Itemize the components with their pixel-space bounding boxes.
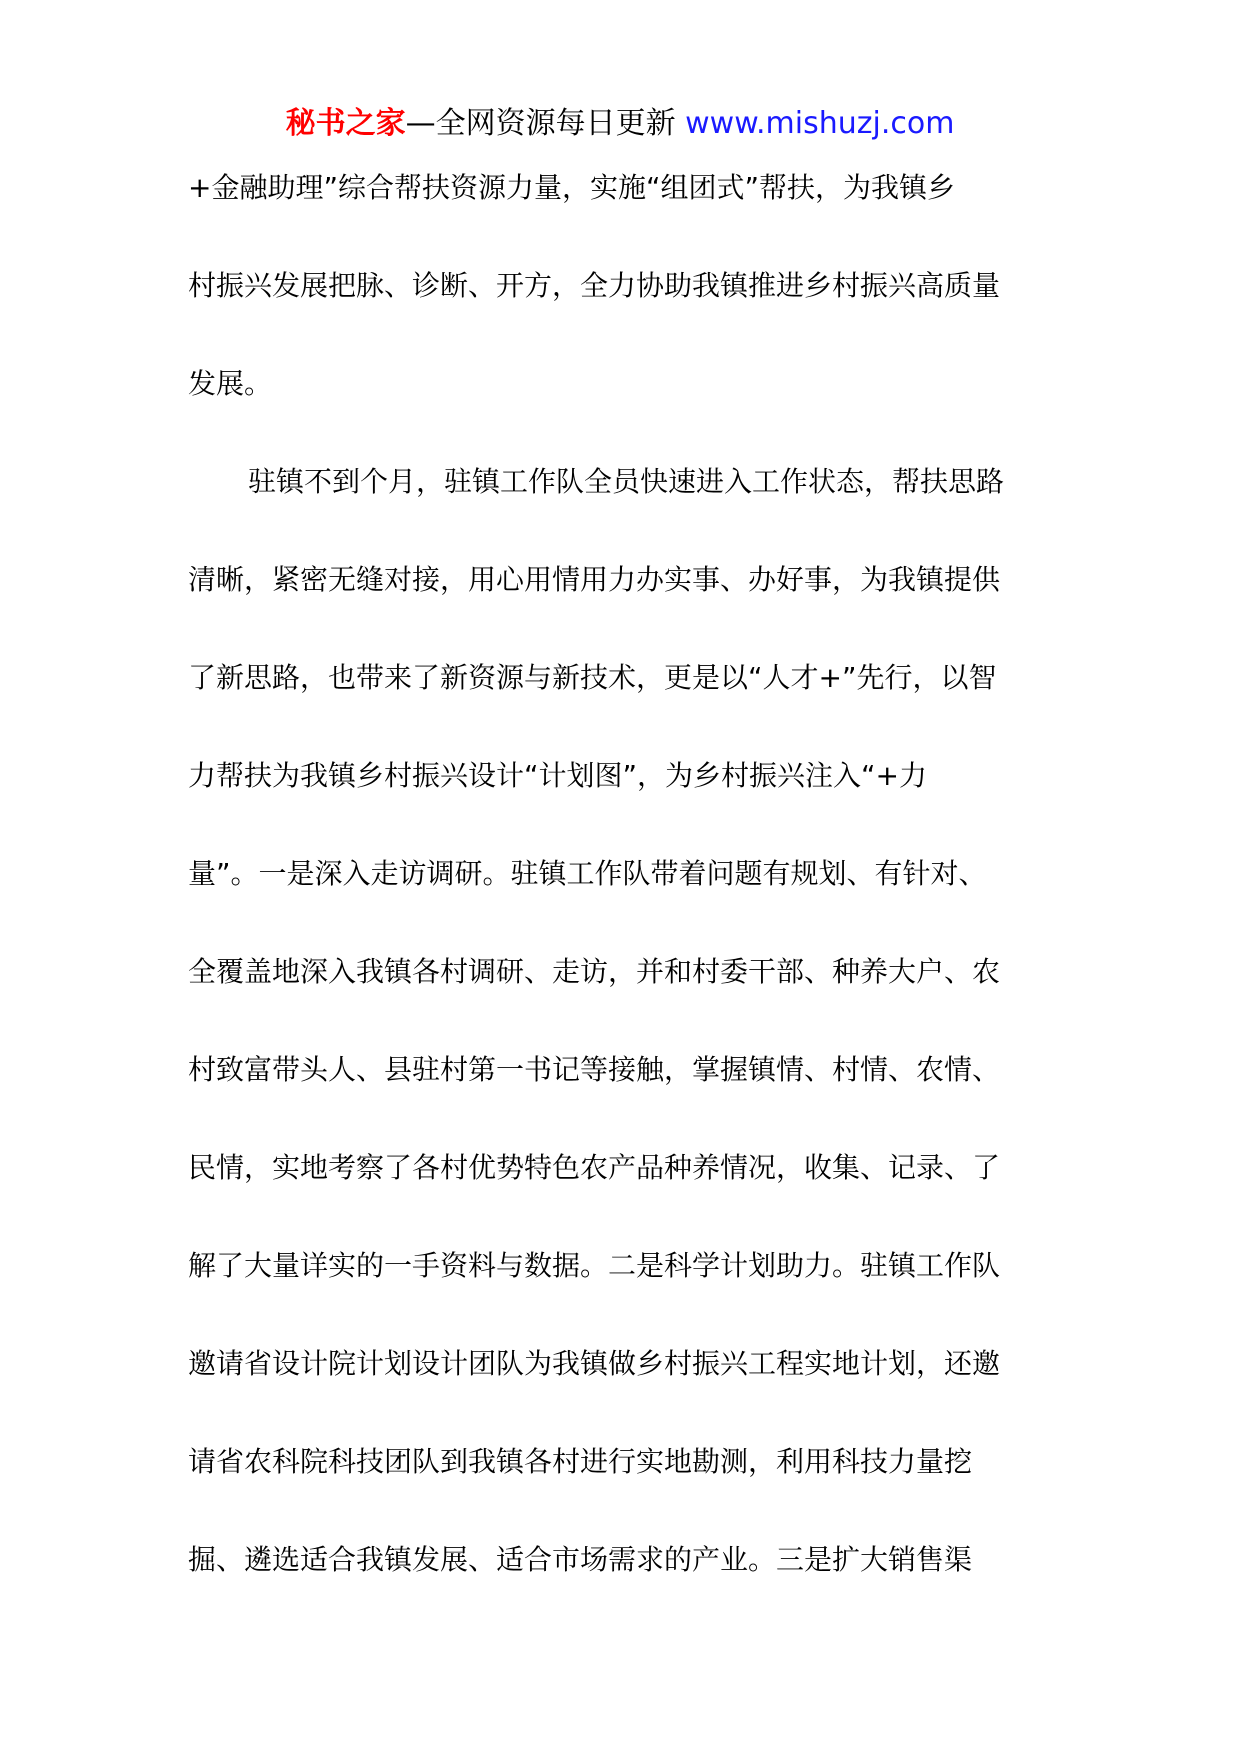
text-line: 力帮扶为我镇乡村振兴设计“计划图”，为乡村振兴注入“+力 — [188, 759, 927, 792]
text-line: 邀请省设计院计划设计团队为我镇做乡村振兴工程实地计划，还邀 — [188, 1347, 1001, 1380]
text-line: 掘、遴选适合我镇发展、适合市场需求的产业。三是扩大销售渠 — [188, 1543, 973, 1576]
text-line: 村振兴发展把脉、诊断、开方，全力协助我镇推进乡村振兴高质量 — [188, 269, 1001, 302]
text-line: 民情，实地考察了各村优势特色农产品种养情况，收集、记录、了 — [188, 1151, 1001, 1184]
paragraph-first-line: 驻镇不到个月，驻镇工作队全员快速进入工作状态，帮扶思路 — [248, 465, 1005, 498]
text-line: 全覆盖地深入我镇各村调研、走访，并和村委干部、种养大户、农 — [188, 955, 1001, 988]
text-line: 村致富带头人、县驻村第一书记等接触，掌握镇情、村情、农情、 — [188, 1053, 1001, 1086]
text-line: +金融助理”综合帮扶资源力量，实施“组团式”帮扶，为我镇乡 — [188, 171, 955, 204]
text-line: 解了大量详实的一手资料与数据。二是科学计划助力。驻镇工作队 — [188, 1249, 1001, 1282]
text-line: 了新思路，也带来了新资源与新技术，更是以“人才+”先行，以智 — [188, 661, 997, 694]
text-line: 发展。 — [188, 367, 273, 400]
text-line: 清晰，紧密无缝对接，用心用情用力办实事、办好事，为我镇提供 — [188, 563, 1001, 596]
text-line: 请省农科院科技团队到我镇各村进行实地勘测，利用科技力量挖 — [188, 1445, 973, 1478]
document-body — [188, 166, 1068, 1636]
text-line: 量”。一是深入走访调研。驻镇工作队带着问题有规划、有针对、 — [188, 857, 987, 890]
header-tagline: —全网资源每日更新 — [405, 106, 686, 141]
header-url[interactable]: www.mishuzj.com — [685, 106, 955, 141]
page-header — [0, 102, 1240, 146]
header-brand: 秘书之家 — [285, 106, 406, 141]
